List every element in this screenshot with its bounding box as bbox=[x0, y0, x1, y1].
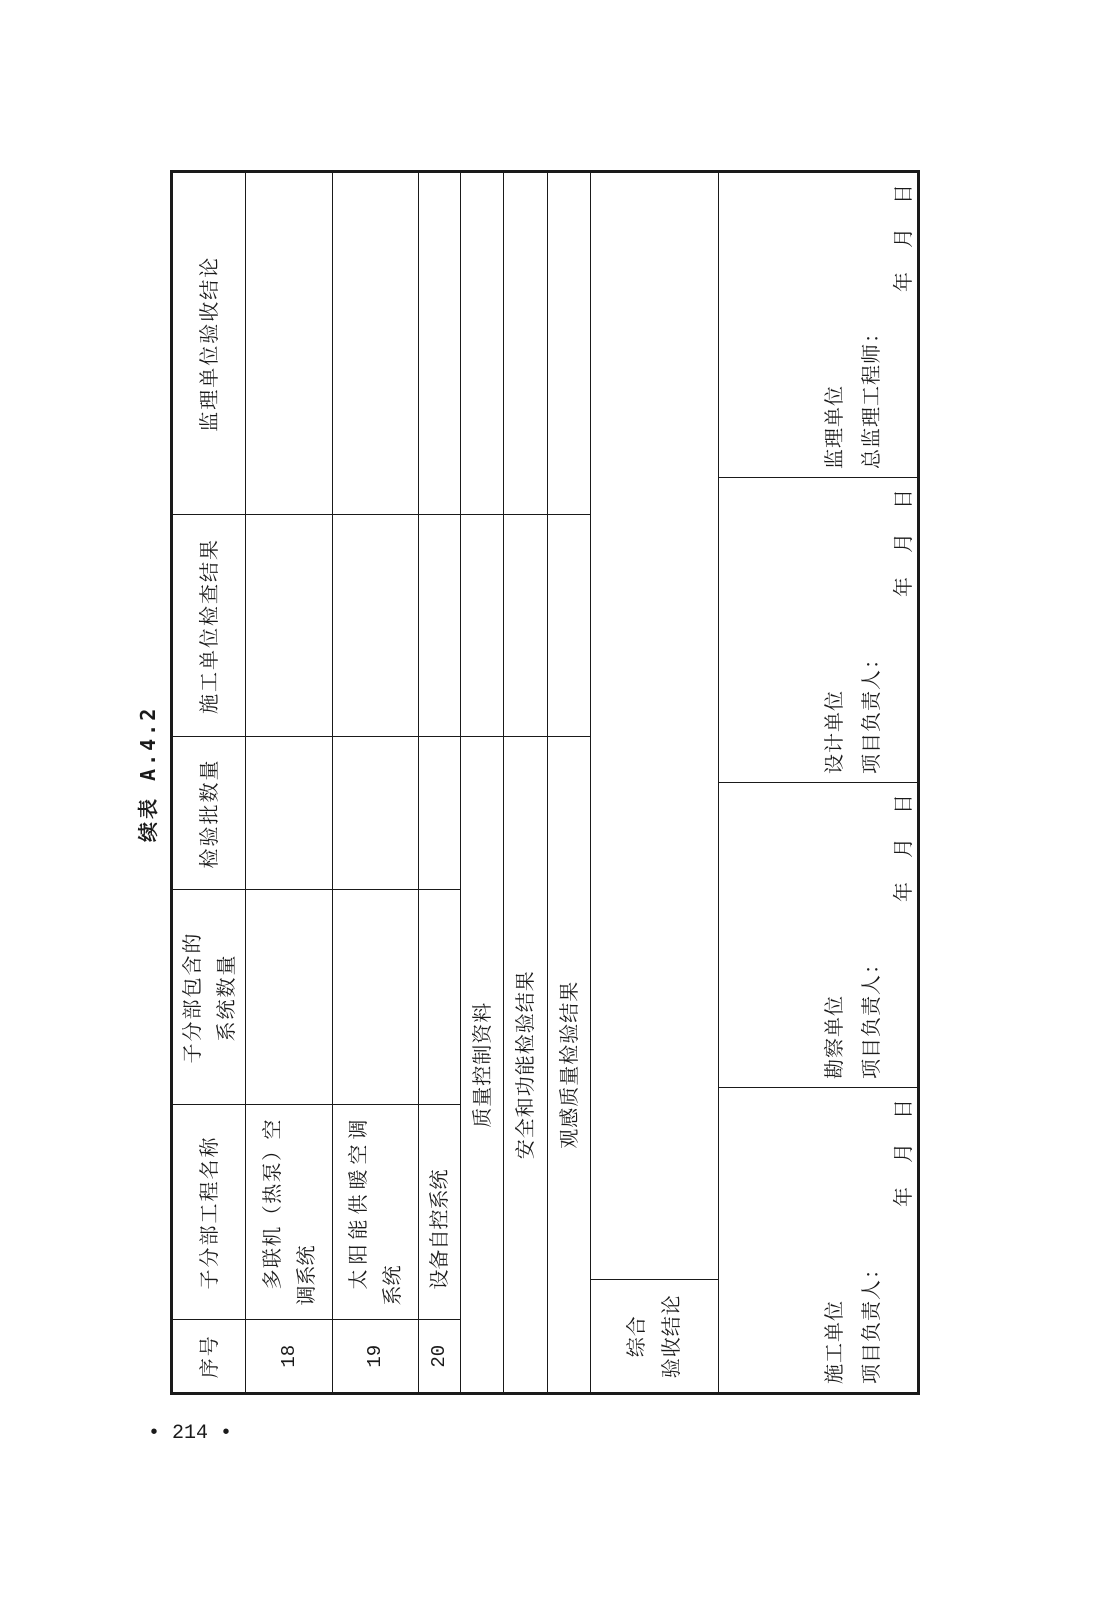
signature-date: 年 月 日 bbox=[891, 792, 915, 902]
table-title: 续表 A.4.2 bbox=[136, 705, 160, 842]
signature-person-label: 总监理工程师： bbox=[859, 322, 883, 469]
contractor-result-cell bbox=[418, 515, 460, 737]
signature-unit: 勘察单位 bbox=[822, 995, 846, 1079]
system-count-cell bbox=[245, 890, 332, 1105]
overall-conclusion-cell bbox=[590, 173, 718, 1280]
signature-cell-survey bbox=[719, 782, 917, 1087]
summary-label: 质量控制资料 bbox=[460, 737, 503, 1392]
row-seq: 18 bbox=[245, 1320, 332, 1392]
system-count-cell bbox=[332, 890, 418, 1105]
signature-date: 年 月 日 bbox=[891, 182, 915, 292]
summary-row bbox=[460, 173, 503, 1392]
system-count-cell bbox=[418, 890, 460, 1105]
contractor-result-cell bbox=[547, 515, 590, 737]
summary-label: 安全和功能检验结果 bbox=[503, 737, 547, 1392]
overall-conclusion-row bbox=[590, 173, 718, 1392]
batch-count-cell bbox=[245, 737, 332, 890]
batch-count-cell bbox=[418, 737, 460, 890]
header-system-count bbox=[173, 890, 245, 1105]
supervisor-conclusion-cell bbox=[503, 173, 547, 515]
signature-person-label: 项目负责人： bbox=[859, 648, 883, 774]
row-subdivision-name bbox=[418, 1105, 460, 1320]
signature-unit: 设计单位 bbox=[822, 690, 846, 774]
contractor-result-cell bbox=[503, 515, 547, 737]
acceptance-table bbox=[170, 170, 920, 1395]
signature-person-label: 项目负责人： bbox=[859, 953, 883, 1079]
row-seq: 19 bbox=[332, 1320, 418, 1392]
contractor-result-cell bbox=[245, 515, 332, 737]
header-seq: 序号 bbox=[173, 1320, 245, 1392]
signature-cell-supervisor bbox=[719, 173, 917, 477]
table-row bbox=[245, 173, 332, 1392]
overall-conclusion-label bbox=[590, 1280, 718, 1392]
contractor-result-cell bbox=[460, 515, 503, 737]
header-batch-count: 检验批数量 bbox=[173, 737, 245, 890]
summary-row bbox=[503, 173, 547, 1392]
table-row bbox=[418, 173, 460, 1392]
table-row bbox=[332, 173, 418, 1392]
header-subdivision-name: 子分部工程名称 bbox=[173, 1105, 245, 1320]
header-supervisor-conclusion: 监理单位验收结论 bbox=[173, 173, 245, 515]
summary-label: 观感质量检验结果 bbox=[547, 737, 590, 1392]
row-name-line: 多联机（热泵）空 bbox=[259, 1119, 284, 1290]
signature-cell-contractor bbox=[719, 1087, 917, 1392]
page-number: • 214 • bbox=[148, 1422, 233, 1445]
supervisor-conclusion-cell bbox=[332, 173, 418, 515]
row-name-line: 设备自控系统 bbox=[427, 1169, 451, 1290]
row-name-line: 太阳能供暖空调 bbox=[346, 1119, 370, 1290]
row-subdivision-name bbox=[245, 1105, 332, 1320]
row-subdivision-name bbox=[332, 1105, 418, 1320]
contractor-result-cell bbox=[332, 515, 418, 737]
batch-count-cell bbox=[332, 737, 418, 890]
supervisor-conclusion-cell bbox=[460, 173, 503, 515]
header-contractor-result: 施工单位检查结果 bbox=[173, 515, 245, 737]
rotated-table-sheet bbox=[136, 170, 920, 1395]
signature-date: 年 月 日 bbox=[891, 487, 915, 597]
overall-label-line: 综合 bbox=[624, 1315, 649, 1358]
row-name-line: 调系统 bbox=[293, 1245, 318, 1306]
signature-date: 年 月 日 bbox=[891, 1097, 915, 1207]
signature-cell-design bbox=[719, 477, 917, 782]
row-seq: 20 bbox=[418, 1320, 460, 1392]
signature-person-label: 项目负责人： bbox=[859, 1258, 883, 1384]
row-name-line: 系统 bbox=[380, 1265, 404, 1306]
supervisor-conclusion-cell bbox=[547, 173, 590, 515]
signature-row bbox=[718, 173, 917, 1392]
acceptance-table-grid bbox=[173, 173, 718, 1392]
signature-unit: 施工单位 bbox=[822, 1300, 846, 1384]
summary-row bbox=[547, 173, 590, 1392]
supervisor-conclusion-cell bbox=[418, 173, 460, 515]
signature-unit: 监理单位 bbox=[822, 385, 846, 469]
header-row bbox=[173, 173, 245, 1392]
overall-label-line: 验收结论 bbox=[659, 1294, 684, 1379]
header-system-count-line: 子分部包含的 bbox=[179, 931, 204, 1064]
header-system-count-line: 系统数量 bbox=[213, 953, 238, 1042]
supervisor-conclusion-cell bbox=[245, 173, 332, 515]
